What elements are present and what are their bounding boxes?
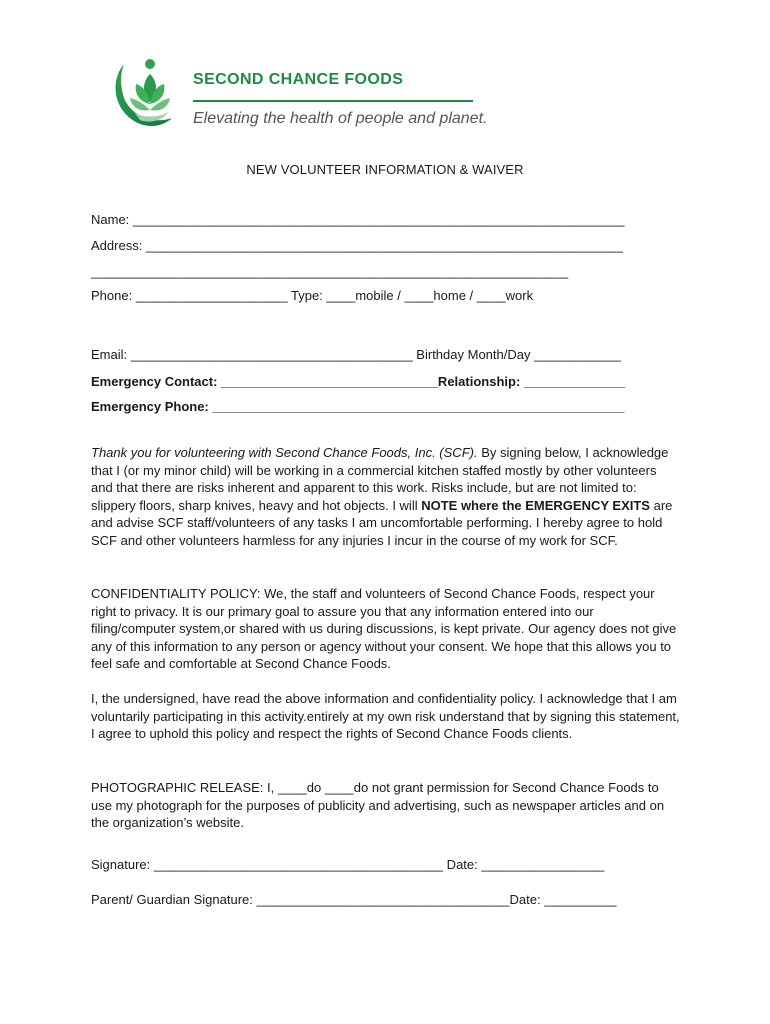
emergency-phone-field[interactable]: Emergency Phone: _________________________________________________________ bbox=[91, 399, 625, 414]
acknowledgement-paragraph: I, the undersigned, have read the above information and confidentiality policy. I acknowledge that I am voluntarily participating in this activity.entirely at my own risk understand that by signing this statement, I agree to uphold this policy and respect the rights of Second Chance Foods clients. bbox=[91, 691, 680, 741]
waiver-text-1: By signing below, I acknowledge that I (or my minor child) will be working in a commercial kitchen staffed mostly by other volunteers and that there are risks inherent and apparent to this work. Risks include, but are not limited to: slippery floors, sharp knives, heavy and hot objects. I will bbox=[91, 445, 669, 513]
name-field[interactable]: Name: ____________________________________________________________________ bbox=[91, 212, 625, 227]
email-birthday-field[interactable]: Email: _______________________________________ Birthday Month/Day ____________ bbox=[91, 347, 621, 362]
sprout-hands-logo-icon bbox=[110, 54, 176, 128]
waiver-emergency-exits: NOTE where the EMERGENCY EXITS bbox=[421, 497, 650, 513]
emergency-contact-field[interactable]: Emergency Contact: ______________________________Relationship: ______________ bbox=[91, 374, 626, 389]
document-title: NEW VOLUNTEER INFORMATION & WAIVER bbox=[246, 162, 524, 177]
signature-field[interactable]: Signature: ________________________________________ Date: _________________ bbox=[91, 857, 605, 872]
address-field[interactable]: Address: __________________________________________________________________ bbox=[91, 238, 624, 253]
guardian-signature-field[interactable]: Parent/ Guardian Signature: ___________________________________Date: __________ bbox=[91, 892, 617, 907]
brand-divider bbox=[193, 100, 473, 102]
brand-name: SECOND CHANCE FOODS bbox=[193, 71, 404, 88]
confidentiality-policy: CONFIDENTIALITY POLICY: We, the staff and volunteers of Second Chance Foods, respect your right to privacy. It is our primary goal to assure you that any information entered into our filing/computer system,or shared with us during discussions, is kept private. Our agency does not give any of this information to any person or agency without your consent. We hope that this allows you to feel safe and comfortable at Second Chance Foods. bbox=[91, 586, 677, 671]
waiver-intro: Thank you for volunteering with Second Chance Foods, Inc. (SCF). bbox=[91, 445, 478, 460]
waiver-text-2: are and advise SCF staff/volunteers of any tasks I am uncomfortable performing. I hereby agree to hold SCF and other volunteers harmless for any injuries I incur in the course of my work for SCF. bbox=[91, 497, 673, 548]
photographic-release: PHOTOGRAPHIC RELEASE: I, ____do ____do not grant permission for Second Chance Foods to use my photograph for the purposes of publicity and advertising, such as newspaper articles and on the organization’s website. bbox=[91, 780, 665, 830]
phone-field[interactable]: Phone: _____________________ Type: ____mobile / ____home / ____work bbox=[91, 288, 534, 303]
brand-tagline: Elevating the health of people and planet. bbox=[193, 110, 488, 127]
address-line-2-field[interactable]: __________________________________________________________________ bbox=[91, 264, 569, 279]
waiver-paragraph bbox=[91, 444, 681, 549]
